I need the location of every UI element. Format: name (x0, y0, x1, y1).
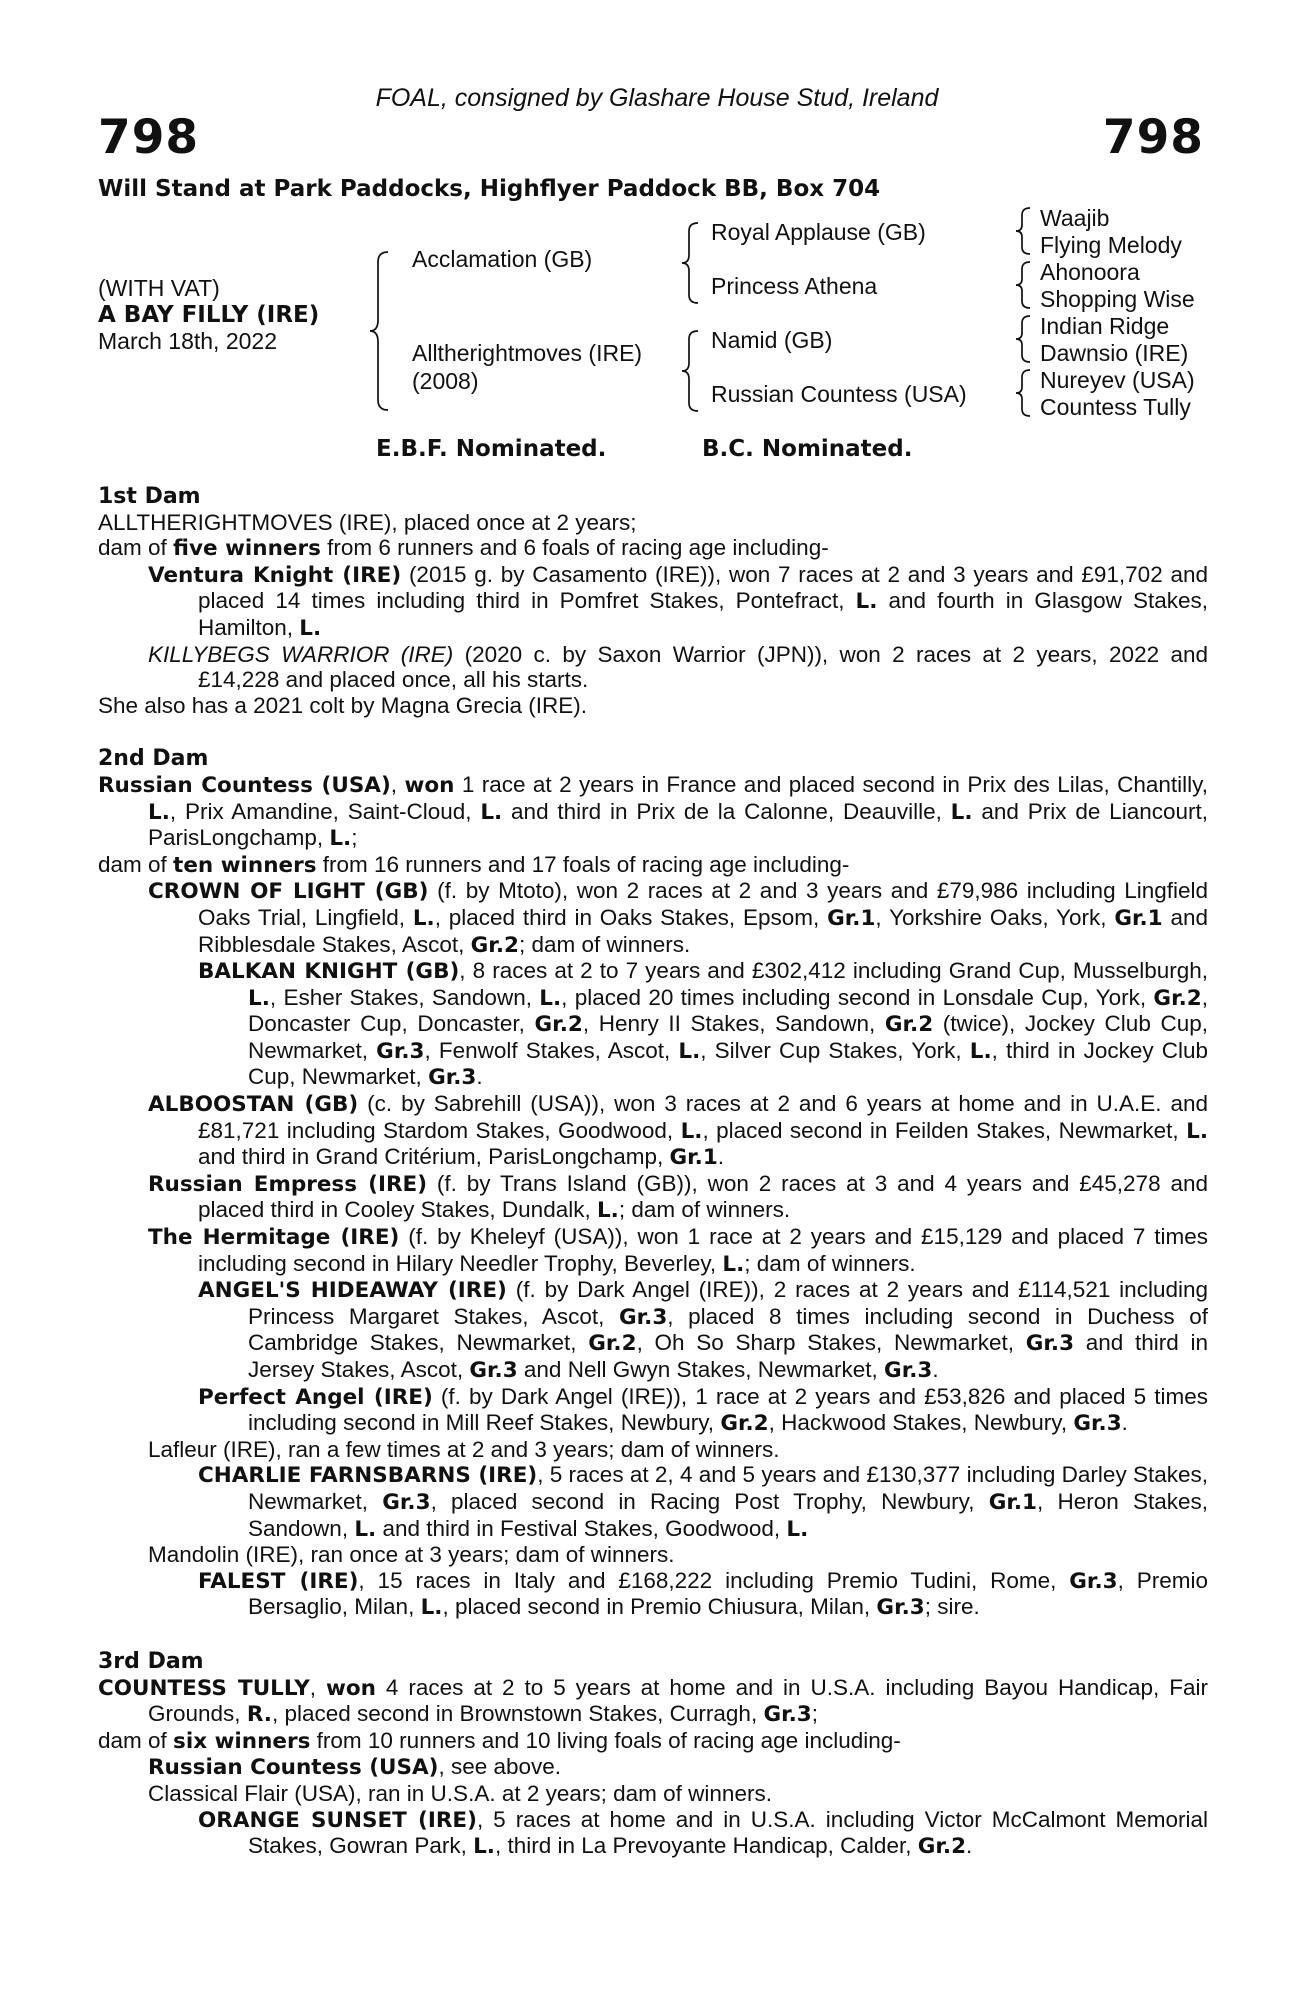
bold-text: BALKAN KNIGHT (GB) (198, 959, 460, 985)
bold-text: Gr.3 (376, 1038, 425, 1064)
catalogue-paragraph (98, 1728, 1208, 1755)
pedigree-brace-g2 (1014, 260, 1034, 310)
text-run: (f. by Dark Angel (IRE)), 1 race at 2 years and £53,826 and placed 5 times including second in Mill Reef Stakes, Newbury, (248, 1383, 1208, 1436)
bold-text: Gr.2 (470, 932, 519, 958)
text-run: ; (351, 825, 358, 851)
bold-text: L. (539, 985, 562, 1011)
text-run: , placed second in Feilden Stakes, Newmarket, (702, 1117, 1187, 1143)
bc-nomination: B.C. Nominated. (702, 436, 913, 462)
ebf-nomination: E.B.F. Nominated. (376, 436, 607, 462)
bold-text: won (404, 772, 455, 798)
bold-text: L. (680, 1118, 703, 1144)
text-run: , 15 races in Italy and £168,222 including Premio Tudini, Rome, (358, 1567, 1070, 1593)
text-run: , placed 20 times including second in Lonsdale Cup, York, (561, 984, 1154, 1010)
text-run: , Henry II Stakes, Sandown, (582, 1011, 885, 1037)
text-run: , 5 races at 2, 4 and 5 years and £130,377 including Darley Stakes, Newmarket, (248, 1462, 1209, 1514)
text-run: , placed second in Brownstown Stakes, Curragh, (271, 1701, 764, 1727)
bold-text: Gr.2 (588, 1331, 637, 1357)
text-run: , Fenwolf Stakes, Ascot, (424, 1037, 679, 1063)
bold-text: L. (329, 826, 352, 852)
text-run: , Silver Cup Stakes, York, (700, 1037, 970, 1063)
bold-text: L. (855, 589, 878, 615)
text-run: ALLTHERIGHTMOVES (IRE), placed once at 2 years; (98, 509, 637, 535)
bold-text: L. (722, 1251, 745, 1277)
pedigree-dam: Alltherightmoves (IRE) (412, 340, 643, 366)
text-run: ; dam of winners. (744, 1250, 916, 1276)
text-run: and third in Prix de la Calonne, Deauville, (502, 798, 951, 824)
catalogue-paragraph (98, 642, 1208, 693)
text-run: ; sire. (924, 1594, 980, 1620)
text-run: , placed 8 times including second in Duchess of Cambridge Stakes, Newmarket, (248, 1303, 1208, 1356)
bold-text: Gr.1 (827, 905, 876, 931)
pedigree-g1: Waajib (1040, 205, 1110, 231)
section-heading (98, 1649, 1208, 1675)
text-run: (2015 g. by Casamento (IRE)), won 7 races at 2 and 3 years and £91,702 and placed 14 times including third in Pomfret Stakes, Pontefract, (198, 561, 1208, 614)
text-run: and Prix de Liancourt, ParisLongchamp, (148, 798, 1208, 851)
pedigree-dam-sire: Namid (GB) (711, 327, 833, 353)
catalogue-paragraph (98, 562, 1208, 642)
bold-text: L. (354, 1516, 377, 1542)
catalogue-paragraph (98, 1542, 1208, 1568)
bold-text: Gr.3 (428, 1065, 477, 1091)
text-run: She also has a 2021 colt by Magna Grecia (IRE). (98, 692, 588, 718)
text-run: , Doncaster Cup, Doncaster, (248, 984, 1208, 1037)
text-run: Classical Flair (USA), ran in U.S.A. at 2 years; dam of winners. (148, 1780, 772, 1806)
catalogue-paragraph (98, 510, 1208, 536)
text-run: , 5 races at home and in U.S.A. including Victor McCalmont Memorial Stakes, Gowran Park, (248, 1806, 1208, 1859)
text-run: (f. by Dark Angel (IRE)), 2 races at 2 years and £114,521 including Princess Margaret Stakes, Ascot, (248, 1277, 1208, 1329)
bold-text: Gr.1 (669, 1145, 718, 1171)
pedigree-dam-year: (2008) (412, 368, 479, 394)
bold-text: ten winners (173, 852, 317, 878)
text-run: ; dam of winners. (618, 1197, 791, 1223)
text-run: . (717, 1144, 725, 1170)
bold-text: FALEST (IRE) (198, 1568, 359, 1594)
bold-text: Gr.1 (1114, 905, 1163, 931)
bold-text: ORANGE SUNSET (IRE) (198, 1807, 477, 1833)
bold-text: Gr.1 (988, 1489, 1037, 1515)
bold-text: R. (246, 1702, 272, 1728)
pedigree-g8: Countess Tully (1040, 394, 1191, 420)
date-of-birth: March 18th, 2022 (98, 328, 278, 354)
bold-text: L. (473, 1834, 495, 1860)
bold-text: L. (412, 905, 435, 931)
text-run: (2020 c. by Saxon Warrior (JPN)), won 2 races at 2 years, 2022 and £14,228 and placed once, all his starts. (198, 641, 1208, 693)
italic-text: KILLYBEGS WARRIOR (IRE) (148, 641, 454, 667)
pedigree-g6: Dawnsio (IRE) (1040, 340, 1189, 366)
pedigree-brace-main (368, 250, 392, 412)
text-run: , (309, 1674, 326, 1700)
text-run: dam of (98, 851, 174, 877)
bold-text: Gr.3 (1073, 1411, 1122, 1437)
catalogue-paragraph (98, 1754, 1208, 1781)
pedigree-brace-dam (680, 329, 702, 413)
pedigree-g3: Ahonoora (1040, 259, 1140, 285)
bold-text: six winners (173, 1728, 311, 1754)
bold-text: Russian Countess (USA) (98, 772, 391, 798)
text-run: . (966, 1833, 973, 1859)
catalogue-paragraph (98, 535, 1208, 562)
catalogue-paragraph (98, 1781, 1208, 1807)
catalogue-paragraph (98, 1568, 1208, 1621)
pedigree-g2: Flying Melody (1040, 232, 1182, 258)
section-heading (98, 746, 1208, 772)
text-run: . (1121, 1410, 1128, 1436)
text-run: (f. by Mtoto), won 2 races at 2 and 3 years and £79,986 including Lingfield Oaks Trial, Lingfield, (198, 878, 1209, 930)
bold-text: Russian Countess (USA) (148, 1755, 439, 1781)
pedigree-sire-dam: Princess Athena (711, 273, 878, 299)
text-run: and Ribblesdale Stakes, Ascot, (198, 904, 1209, 957)
pedigree-sire: Acclamation (GB) (412, 246, 593, 272)
text-run: 3rd Dam (98, 1648, 204, 1674)
bold-text: Russian Empress (IRE) (148, 1171, 428, 1197)
bold-text: L. (480, 799, 503, 825)
catalogue-paragraph (98, 958, 1208, 1091)
text-run: Lafleur (IRE), ran a few times at 2 and 3 years; dam of winners. (148, 1436, 780, 1462)
catalogue-paragraph (98, 1224, 1208, 1277)
text-run: 4 races at 2 to 5 years at home and in U.S.A. including Bayou Handicap, Fair Grounds, (148, 1674, 1208, 1727)
text-run: , third in La Prevoyante Handicap, Calder, (494, 1833, 918, 1859)
catalogue-paragraph (98, 772, 1208, 852)
bold-text: ALBOOSTAN (GB) (148, 1092, 359, 1118)
text-run: (c. by Sabrehill (USA)), won 3 races at 2 and 6 years at home and in U.A.E. and £81,721 including Stardom Stakes, Goodwood, (198, 1091, 1208, 1143)
text-run: from 6 runners and 6 foals of racing age including- (320, 535, 829, 561)
catalogue-paragraph (98, 693, 1208, 719)
text-run: , Oh So Sharp Stakes, Newmarket, (636, 1330, 1026, 1356)
bold-text: Gr.2 (1153, 985, 1202, 1011)
bold-text: L. (248, 985, 270, 1011)
text-run: , placed second in Racing Post Trophy, Newbury, (430, 1488, 989, 1514)
pedigree-brace-sire (680, 221, 702, 305)
pedigree-g4: Shopping Wise (1040, 286, 1195, 312)
text-run: and third in Festival Stakes, Goodwood, (376, 1515, 787, 1541)
text-run: , Hackwood Stakes, Newbury, (768, 1410, 1074, 1436)
text-run: dam of (98, 1727, 174, 1753)
text-run: , (390, 771, 405, 797)
bold-text: L. (596, 1198, 619, 1224)
catalogue-paragraph (98, 1462, 1208, 1542)
catalogue-body (98, 484, 1208, 1860)
pedigree-dam-dam: Russian Countess (USA) (711, 381, 967, 407)
text-run: , Yorkshire Oaks, York, (875, 904, 1115, 930)
text-run: 1st Dam (98, 484, 201, 509)
text-run: 2nd Dam (98, 746, 209, 772)
bold-text: won (326, 1675, 376, 1701)
pedigree-brace-g1 (1014, 206, 1034, 256)
bold-text: Gr.3 (763, 1702, 812, 1728)
bold-text: L. (148, 799, 170, 825)
bold-text: Gr.3 (884, 1358, 933, 1383)
catalogue-paragraph (98, 1277, 1208, 1383)
catalogue-paragraph (98, 852, 1208, 879)
bold-text: Gr.2 (917, 1834, 967, 1860)
text-run: (f. by Kheleyf (USA)), won 1 race at 2 years and £15,129 and placed 7 times including second in Hilary Needler Trophy, Beverley, (198, 1224, 1208, 1276)
pedigree-g5: Indian Ridge (1040, 313, 1170, 339)
text-run: . (932, 1357, 939, 1382)
text-run: , third in Jockey Club Cup, Newmarket, (248, 1037, 1209, 1090)
lot-number-left: 798 (98, 110, 200, 165)
stand-location: Will Stand at Park Paddocks, Highflyer Paddock BB, Box 704 (98, 176, 881, 202)
vat-note: (WITH VAT) (98, 275, 220, 301)
bold-text: Ventura Knight (IRE) (148, 562, 402, 588)
pedigree-brace-g4 (1014, 368, 1034, 418)
text-run: ; (811, 1701, 819, 1727)
bold-text: Gr.2 (884, 1012, 934, 1038)
bold-text: Gr.3 (1025, 1331, 1075, 1357)
text-run: , Heron Stakes, Sandown, (248, 1488, 1208, 1541)
text-run: and third in Grand Critérium, ParisLongchamp, (198, 1144, 670, 1170)
catalogue-paragraph (98, 1384, 1208, 1437)
bold-text: The Hermitage (IRE) (148, 1225, 400, 1251)
section-heading (98, 484, 1208, 510)
bold-text: COUNTESS TULLY (98, 1675, 310, 1701)
bold-text: Gr.3 (876, 1595, 925, 1621)
pedigree-sire-sire: Royal Applause (GB) (711, 219, 926, 245)
bold-text: L. (1186, 1118, 1208, 1144)
bold-text: L. (786, 1516, 809, 1542)
bold-text: CHARLIE FARNSBARNS (IRE) (198, 1463, 538, 1489)
consignor-line: FOAL, consigned by Glashare House Stud, Ireland (375, 84, 939, 112)
text-run: from 10 runners and 10 living foals of racing age including- (310, 1727, 901, 1753)
text-run: , Esher Stakes, Sandown, (269, 984, 540, 1010)
text-run: , see above. (438, 1754, 562, 1780)
text-run: , Premio Bersaglio, Milan, (248, 1567, 1208, 1620)
text-run: , placed second in Premio Chiusura, Milan, (442, 1594, 877, 1620)
catalogue-paragraph (98, 1437, 1208, 1463)
bold-text: L. (950, 799, 973, 825)
pedigree-g7: Nureyev (USA) (1040, 367, 1195, 393)
text-run: 1 race at 2 years in France and placed second in Prix des Lilas, Chantilly, (454, 771, 1208, 797)
bold-text: L. (678, 1038, 701, 1064)
text-run: and third in Jersey Stakes, Ascot, (248, 1330, 1208, 1382)
bold-text: ANGEL'S HIDEAWAY (IRE) (198, 1278, 507, 1304)
bold-text: five winners (173, 536, 321, 562)
bold-text: Gr.3 (469, 1358, 518, 1383)
text-run: , Prix Amandine, Saint-Cloud, (169, 798, 481, 824)
bold-text: Gr.3 (1069, 1568, 1118, 1594)
text-run: dam of (98, 535, 174, 561)
lot-title: A BAY FILLY (IRE) (98, 302, 320, 328)
text-run: ; dam of winners. (518, 931, 691, 957)
text-run: from 16 runners and 17 foals of racing age including- (316, 851, 850, 877)
text-run: (twice), Jockey Club Cup, Newmarket, (248, 1011, 1208, 1063)
text-run: and Nell Gwyn Stakes, Newmarket, (517, 1357, 885, 1382)
text-run: , 8 races at 2 to 7 years and £302,412 including Grand Cup, Musselburgh, (459, 958, 1209, 984)
bold-text: Gr.3 (618, 1304, 668, 1330)
bold-text: Gr.2 (534, 1012, 583, 1038)
text-run: . (476, 1064, 483, 1090)
text-run: , placed third in Oaks Stakes, Epsom, (434, 904, 828, 930)
bold-text: Gr.2 (720, 1411, 769, 1437)
catalogue-paragraph (98, 1171, 1208, 1224)
catalogue-paragraph (98, 878, 1208, 958)
catalogue-paragraph (98, 1091, 1208, 1171)
bold-text: Perfect Angel (IRE) (198, 1384, 433, 1410)
pedigree-brace-g3 (1014, 314, 1034, 364)
catalogue-paragraph (98, 1675, 1208, 1728)
text-run: (f. by Trans Island (GB)), won 2 races at 3 and 4 years and £45,278 and placed third in Cooley Stakes, Dundalk, (198, 1170, 1209, 1223)
catalogue-paragraph (98, 1807, 1208, 1860)
text-run: and fourth in Glasgow Stakes, Hamilton, (198, 588, 1208, 640)
bold-text: L. (299, 615, 322, 641)
bold-text: Gr.3 (382, 1489, 431, 1515)
lot-number-right: 798 (1102, 110, 1204, 165)
text-run: Mandolin (IRE), ran once at 3 years; dam of winners. (148, 1542, 675, 1568)
bold-text: CROWN OF LIGHT (GB) (148, 879, 429, 905)
bold-text: L. (420, 1595, 443, 1621)
bold-text: L. (969, 1038, 992, 1064)
